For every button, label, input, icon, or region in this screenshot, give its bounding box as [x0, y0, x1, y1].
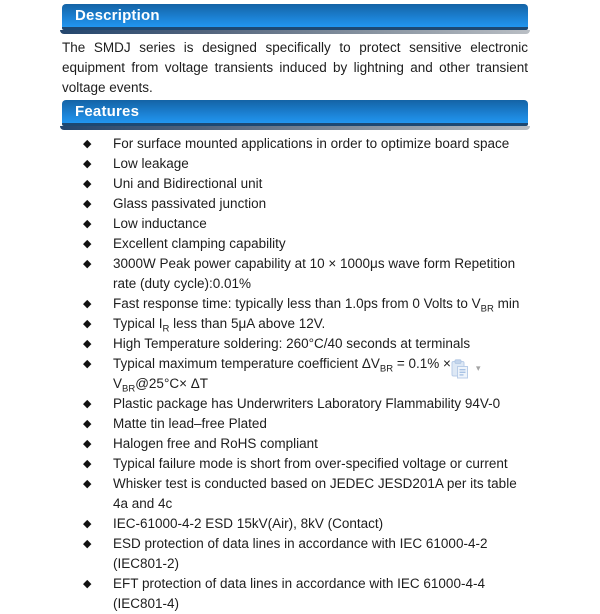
- feature-text: Whisker test is conducted based on JEDEC JESD201A per its table 4a and 4c: [113, 476, 517, 511]
- feature-item: [62, 294, 528, 314]
- feature-text: Excellent clamping capability: [113, 236, 286, 251]
- feature-item: [62, 254, 528, 294]
- feature-item: [62, 214, 528, 234]
- feature-item: [62, 174, 528, 194]
- description-line: voltage events.: [62, 80, 153, 95]
- diamond-bullet-icon: ◆: [83, 338, 92, 350]
- feature-text: Plastic package has Underwriters Laboratory Flammability 94V-0: [113, 396, 501, 411]
- feature-item: [62, 194, 528, 214]
- feature-item: [62, 454, 528, 474]
- description-header-label: Description: [75, 7, 160, 24]
- diamond-bullet-icon: ◆: [83, 198, 92, 210]
- feature-item: [62, 534, 528, 574]
- diamond-bullet-icon: ◆: [83, 178, 92, 190]
- feature-text: ESD protection of data lines in accordance with IEC 61000-4-2 (IEC801-2): [113, 536, 488, 571]
- feature-item: [62, 474, 528, 514]
- diamond-bullet-icon: ◆: [83, 218, 92, 230]
- feature-text: For surface mounted applications in order to optimize board space: [113, 136, 510, 151]
- diamond-bullet-icon: ◆: [83, 318, 92, 330]
- diamond-bullet-icon: ◆: [83, 138, 92, 150]
- feature-text: Fast response time: typically less than 1.0ps from 0 Volts to $V_{BR}$ min: [113, 296, 520, 315]
- feature-text: Typical failure mode is short from over-specified voltage or current: [113, 456, 508, 471]
- datasheet-page: [0, 4, 600, 611]
- diamond-bullet-icon: ◆: [83, 298, 92, 310]
- feature-item: [62, 314, 528, 334]
- diamond-bullet-icon: ◆: [83, 518, 92, 530]
- features-header-shadow: [60, 126, 530, 130]
- description-section-header: [62, 4, 528, 30]
- clipboard-paste-icon[interactable]: [451, 359, 469, 379]
- feature-text: Low leakage: [113, 156, 189, 171]
- feature-text: Glass passivated junction: [113, 196, 267, 211]
- feature-item: [62, 134, 528, 154]
- feature-item: [62, 514, 528, 534]
- feature-text: Typical maximum temperature coefficient $\Delta V_{BR} = 0.1\%$ × $V_{BR}@25^\circ C\times \Delta T$: [113, 356, 451, 395]
- description-header-shadow: [60, 30, 530, 34]
- feature-item: [62, 414, 528, 434]
- diamond-bullet-icon: ◆: [83, 538, 92, 550]
- feature-item: [62, 234, 528, 254]
- diamond-bullet-icon: ◆: [83, 458, 92, 470]
- description-line: equipment from voltage transients induced by lightning and other transient: [62, 60, 528, 75]
- description-paragraph: [62, 38, 528, 98]
- feature-item: [62, 434, 528, 454]
- feature-item: [62, 394, 528, 414]
- features-section-header: [62, 100, 528, 126]
- feature-text: EFT protection of data lines in accordance with IEC 61000-4-4 (IEC801-4): [113, 576, 485, 611]
- description-line: The SMDJ series is designed specifically to protect sensitive electronic: [62, 40, 528, 55]
- diamond-bullet-icon: ◆: [83, 398, 92, 410]
- feature-item: [62, 334, 528, 354]
- diamond-bullet-icon: ◆: [83, 158, 92, 170]
- feature-item: [62, 574, 528, 614]
- feature-item: [62, 154, 528, 174]
- diamond-bullet-icon: ◆: [83, 438, 92, 450]
- diamond-bullet-icon: ◆: [83, 238, 92, 250]
- feature-text: Typical $I_R$ less than 5μA above 12V.: [113, 316, 326, 335]
- paste-options-widget[interactable]: [451, 359, 481, 379]
- diamond-bullet-icon: ◆: [83, 478, 92, 490]
- features-header-label: Features: [75, 103, 140, 120]
- diamond-bullet-icon: ◆: [83, 418, 92, 430]
- chevron-down-icon[interactable]: ▾: [476, 363, 481, 373]
- feature-text: High Temperature soldering: 260°C/40 seconds at terminals: [113, 336, 471, 351]
- feature-text: IEC-61000-4-2 ESD 15kV(Air), 8kV (Contact): [113, 516, 384, 531]
- diamond-bullet-icon: ◆: [83, 258, 92, 270]
- feature-text: Halogen free and RoHS compliant: [113, 436, 318, 451]
- feature-text: Matte tin lead–free Plated: [113, 416, 267, 431]
- diamond-bullet-icon: ◆: [83, 578, 92, 590]
- feature-text: Low inductance: [113, 216, 207, 231]
- diamond-bullet-icon: ◆: [83, 358, 92, 370]
- feature-text: Uni and Bidirectional unit: [113, 176, 263, 191]
- feature-text: 3000W Peak power capability at 10 × 1000μs wave form Repetition rate (duty cycle):0.01%: [113, 256, 516, 291]
